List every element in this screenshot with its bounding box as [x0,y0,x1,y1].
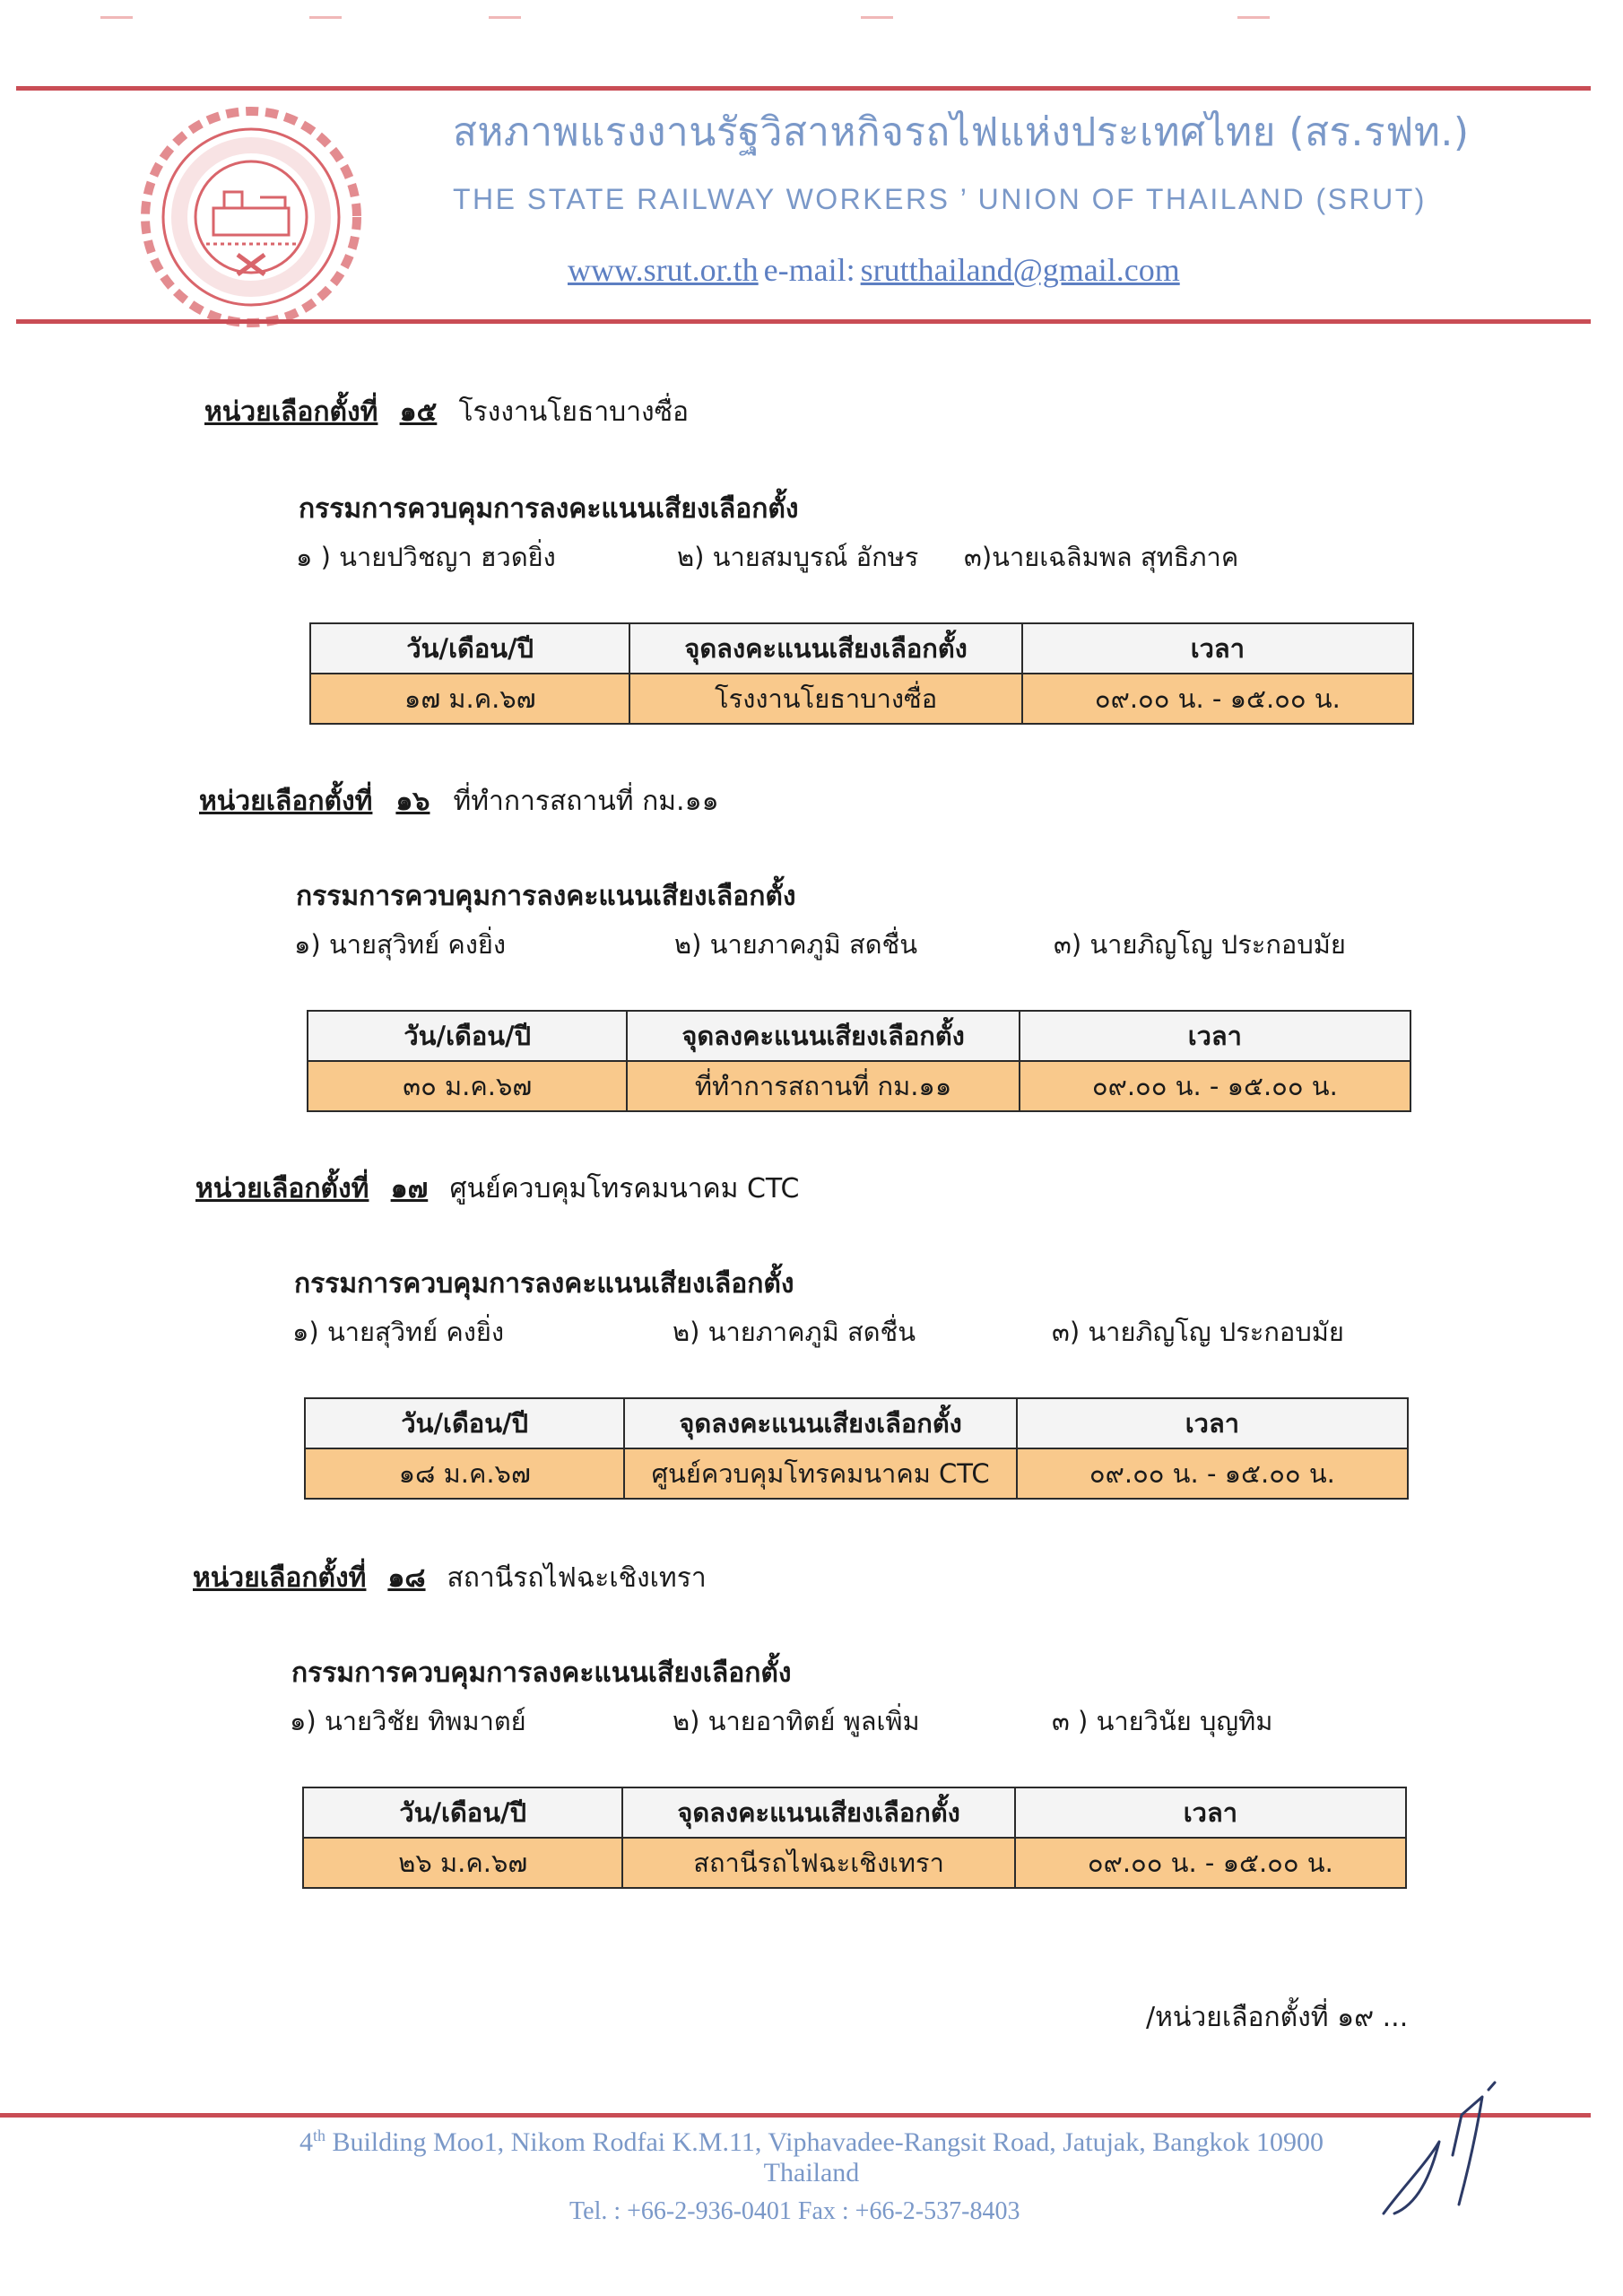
footer-rule [0,2113,1591,2118]
voting-schedule-table [307,1010,1411,1112]
committee-member: ๓ ) นายวินัย บุญทิม [1052,1706,1273,1736]
committee-member: ๒) นายสมบูรณ์ อักษร [677,542,919,572]
cell-place: สถานีรถไฟฉะเชิงเทรา [622,1838,1014,1888]
section-number: ๑๕ [399,396,438,428]
table-row [308,1061,1410,1111]
org-name-english: THE STATE RAILWAY WORKERS ’ UNION OF THAILAND (SRUT) [453,183,1427,215]
cell-date: ๒๖ ม.ค.๖๗ [303,1838,622,1888]
table-row [305,1448,1408,1499]
cell-time: ๐๙.๐๐ น. - ๑๕.๐๐ น. [1020,1061,1410,1111]
table-row [310,674,1413,724]
section-title [204,391,689,433]
address-number: 4 [299,2127,313,2157]
handwritten-signature [1376,2079,1511,2222]
cell-date: ๑๘ ม.ค.๖๗ [305,1448,624,1499]
section-label: หน่วยเลือกตั้งที่ [199,786,373,817]
cell-time: ๐๙.๐๐ น. - ๑๕.๐๐ น. [1015,1838,1406,1888]
section-title [199,780,719,822]
section-location: โรงงานโยธาบางซื่อ [458,396,690,428]
org-contact [568,251,1180,289]
header-time: เวลา [1017,1398,1408,1448]
cell-place: ที่ทำการสถานที่ กม.๑๑ [627,1061,1019,1111]
cell-date: ๓๐ ม.ค.๖๗ [308,1061,627,1111]
scan-marks [0,16,1623,22]
header-date: วัน/เดือน/ปี [310,623,629,674]
header-place: จุดลงคะแนนเสียงเลือกตั้ง [627,1011,1019,1061]
header-place: จุดลงคะแนนเสียงเลือกตั้ง [629,623,1021,674]
footer-phone-fax: Tel. : +66-2-936-0401 Fax : +66-2-537-8403 [569,2197,1020,2225]
section-label: หน่วยเลือกตั้งที่ [195,1173,369,1205]
table-header-row [303,1787,1406,1838]
header-time: เวลา [1020,1011,1410,1061]
address-line-1: Building Moo1, Nikom Rodfai K.M.11, Viphavadee-Rangsit Road, Jatujak, Bangkok 10900 [325,2127,1324,2157]
committee-member: ๑ ) นายปวิชญา ฮวดยิ่ง [296,542,556,572]
section-title [193,1557,707,1599]
committee-member: ๒) นายภาคภูมิ สดชื่น [673,1317,916,1347]
table-row [303,1838,1406,1888]
section-location: สถานีรถไฟฉะเชิงเทรา [447,1562,707,1594]
union-logo [135,100,368,334]
committee-member: ๑) นายวิชัย ทิพมาตย์ [290,1706,526,1736]
header-bottom-rule [16,319,1591,324]
voting-schedule-table [304,1397,1409,1500]
section-number: ๑๖ [395,786,430,817]
email-link[interactable]: srutthailand@gmail.com [860,252,1180,288]
section-label: หน่วยเลือกตั้งที่ [193,1562,367,1594]
committee-member: ๓) นายภิญโญ ประกอบมัย [1052,1317,1344,1347]
section-title [195,1168,799,1210]
committee-member: ๑) นายสุวิทย์ คงยิ่ง [294,929,507,960]
committee-heading: กรรมการควบคุมการลงคะแนนเสียงเลือกตั้ง [291,1657,792,1689]
table-header-row [310,623,1413,674]
section-number: ๑๗ [390,1173,429,1205]
header-top-rule [16,86,1591,91]
org-name-thai: สหภาพแรงงานรัฐวิสาหกิจรถไฟแห่งประเทศไทย (สร.รฟท.) [453,109,1470,155]
voting-schedule-table [309,622,1414,725]
cell-date: ๑๗ ม.ค.๖๗ [310,674,629,724]
committee-member: ๓) นายภิญโญ ประกอบมัย [1054,929,1346,960]
cell-time: ๐๙.๐๐ น. - ๑๕.๐๐ น. [1022,674,1413,724]
address-line-2: Thailand [763,2158,860,2187]
website-link[interactable]: www.srut.or.th [568,252,759,288]
header-time: เวลา [1022,623,1413,674]
committee-member: ๒) นายภาคภูมิ สดชื่น [674,929,918,960]
table-header-row [308,1011,1410,1061]
cell-place: ศูนย์ควบคุมโทรคมนาคม CTC [624,1448,1016,1499]
committee-heading: กรรมการควบคุมการลงคะแนนเสียงเลือกตั้ง [299,493,799,525]
address-suffix: th [312,2126,325,2144]
header-place: จุดลงคะแนนเสียงเลือกตั้ง [622,1787,1014,1838]
continuation-note: /หน่วยเลือกตั้งที่ ๑๙ ... [1146,2002,1409,2033]
cell-time: ๐๙.๐๐ น. - ๑๕.๐๐ น. [1017,1448,1408,1499]
header-time: เวลา [1015,1787,1406,1838]
header-date: วัน/เดือน/ปี [305,1398,624,1448]
section-location: ที่ทำการสถานที่ กม.๑๑ [453,786,719,817]
committee-member: ๒) นายอาทิตย์ พูลเพิ่ม [673,1706,920,1736]
header-date: วัน/เดือน/ปี [308,1011,627,1061]
cell-place: โรงงานโยธาบางซื่อ [629,674,1021,724]
committee-heading: กรรมการควบคุมการลงคะแนนเสียงเลือกตั้ง [296,881,796,912]
header-date: วัน/เดือน/ปี [303,1787,622,1838]
header-place: จุดลงคะแนนเสียงเลือกตั้ง [624,1398,1016,1448]
section-number: ๑๘ [387,1562,426,1594]
section-location: ศูนย์ควบคุมโทรคมนาคม CTC [449,1173,800,1205]
section-label: หน่วยเลือกตั้งที่ [204,396,378,428]
committee-heading: กรรมการควบคุมการลงคะแนนเสียงเลือกตั้ง [294,1268,794,1300]
voting-schedule-table [302,1787,1407,1889]
committee-member: ๑) นายสุวิทย์ คงยิ่ง [292,1317,505,1347]
footer-address [247,2120,1376,2188]
table-header-row [305,1398,1408,1448]
committee-member: ๓)นายเฉลิมพล สุทธิภาค [964,542,1239,572]
email-label: e-mail: [763,252,855,288]
